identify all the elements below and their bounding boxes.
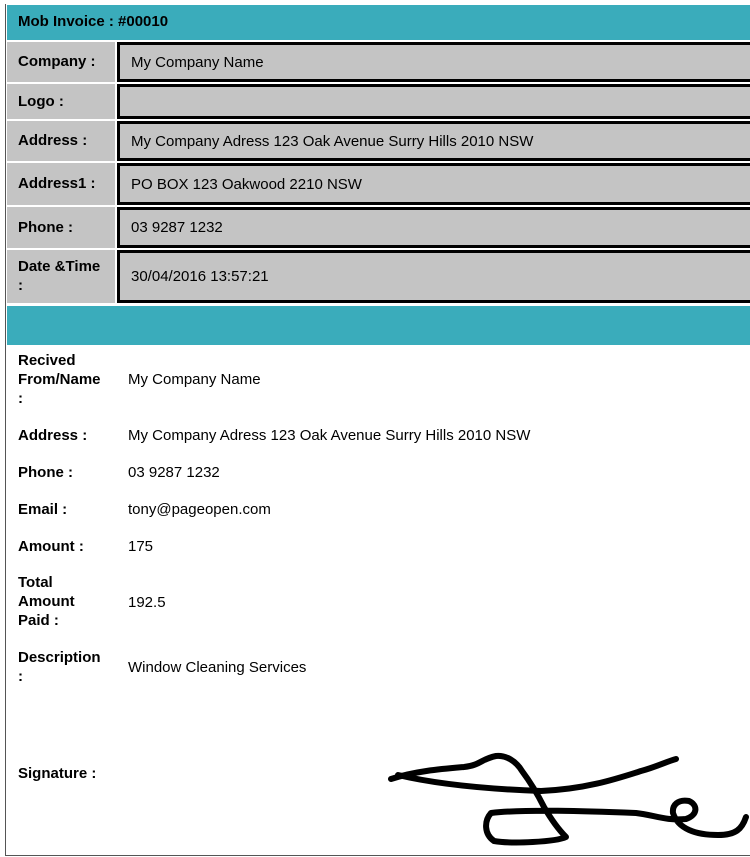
title-bar	[7, 5, 750, 40]
total-label-line1: Total	[18, 574, 53, 591]
section-divider-band	[7, 306, 750, 345]
received-label-line2: From/Name	[18, 371, 101, 388]
total-label-line2: Amount	[18, 593, 75, 610]
phone-field[interactable]	[117, 207, 750, 248]
phone-row	[6, 207, 750, 248]
description-label-line1: Description	[18, 649, 101, 666]
datetime-label	[7, 250, 115, 303]
datetime-label-line2: :	[18, 277, 23, 294]
description-value: Window Cleaning Services	[128, 659, 307, 676]
datetime-value: 30/04/2016 13:57:21	[131, 268, 269, 285]
total-label-line3: Paid :	[18, 612, 59, 629]
email-value: tony@pageopen.com	[128, 501, 271, 518]
total-paid-value: 192.5	[128, 594, 166, 611]
datetime-row	[6, 250, 750, 303]
datetime-label-line1: Date &Time	[18, 258, 101, 275]
company-label: Company :	[7, 42, 115, 82]
logo-label: Logo :	[7, 84, 115, 119]
company-row	[6, 42, 750, 82]
phone-label: Phone :	[7, 207, 115, 248]
signature-stroke	[398, 759, 676, 791]
description-label	[18, 648, 101, 686]
signature-label: Signature :	[18, 765, 97, 782]
signature-stroke	[391, 756, 746, 843]
client-phone-label: Phone :	[18, 464, 73, 481]
company-value: My Company Name	[131, 53, 264, 71]
total-paid-label	[18, 573, 75, 630]
client-address-value: My Company Adress 123 Oak Avenue Surry Hills 2010 NSW	[128, 427, 531, 444]
amount-label: Amount :	[18, 538, 84, 555]
amount-value: 175	[128, 538, 154, 555]
logo-field[interactable]	[117, 84, 750, 119]
client-phone-value: 03 9287 1232	[128, 464, 220, 481]
received-from-value: My Company Name	[128, 371, 261, 388]
address-label: Address :	[7, 121, 115, 161]
address1-row	[6, 163, 750, 205]
description-label-line2: :	[18, 668, 23, 685]
address-row	[6, 121, 750, 161]
company-field[interactable]	[117, 42, 750, 82]
client-address-label: Address :	[18, 427, 88, 444]
received-label-line1: Recived	[18, 352, 76, 369]
datetime-field[interactable]	[117, 250, 750, 303]
signature-drawing	[386, 749, 750, 854]
received-from-label	[18, 351, 101, 408]
address1-value: PO BOX 123 Oakwood 2210 NSW	[131, 175, 362, 193]
logo-row	[6, 84, 750, 119]
invoice-page	[5, 4, 750, 856]
email-label: Email :	[18, 501, 68, 518]
invoice-title: Mob Invoice : #00010	[18, 13, 169, 30]
address-field[interactable]	[117, 121, 750, 161]
received-label-line3: :	[18, 390, 23, 407]
address-value: My Company Adress 123 Oak Avenue Surry Hills 2010 NSW	[131, 132, 534, 150]
phone-value: 03 9287 1232	[131, 219, 223, 236]
address1-field[interactable]	[117, 163, 750, 205]
address1-label: Address1 :	[7, 163, 115, 205]
